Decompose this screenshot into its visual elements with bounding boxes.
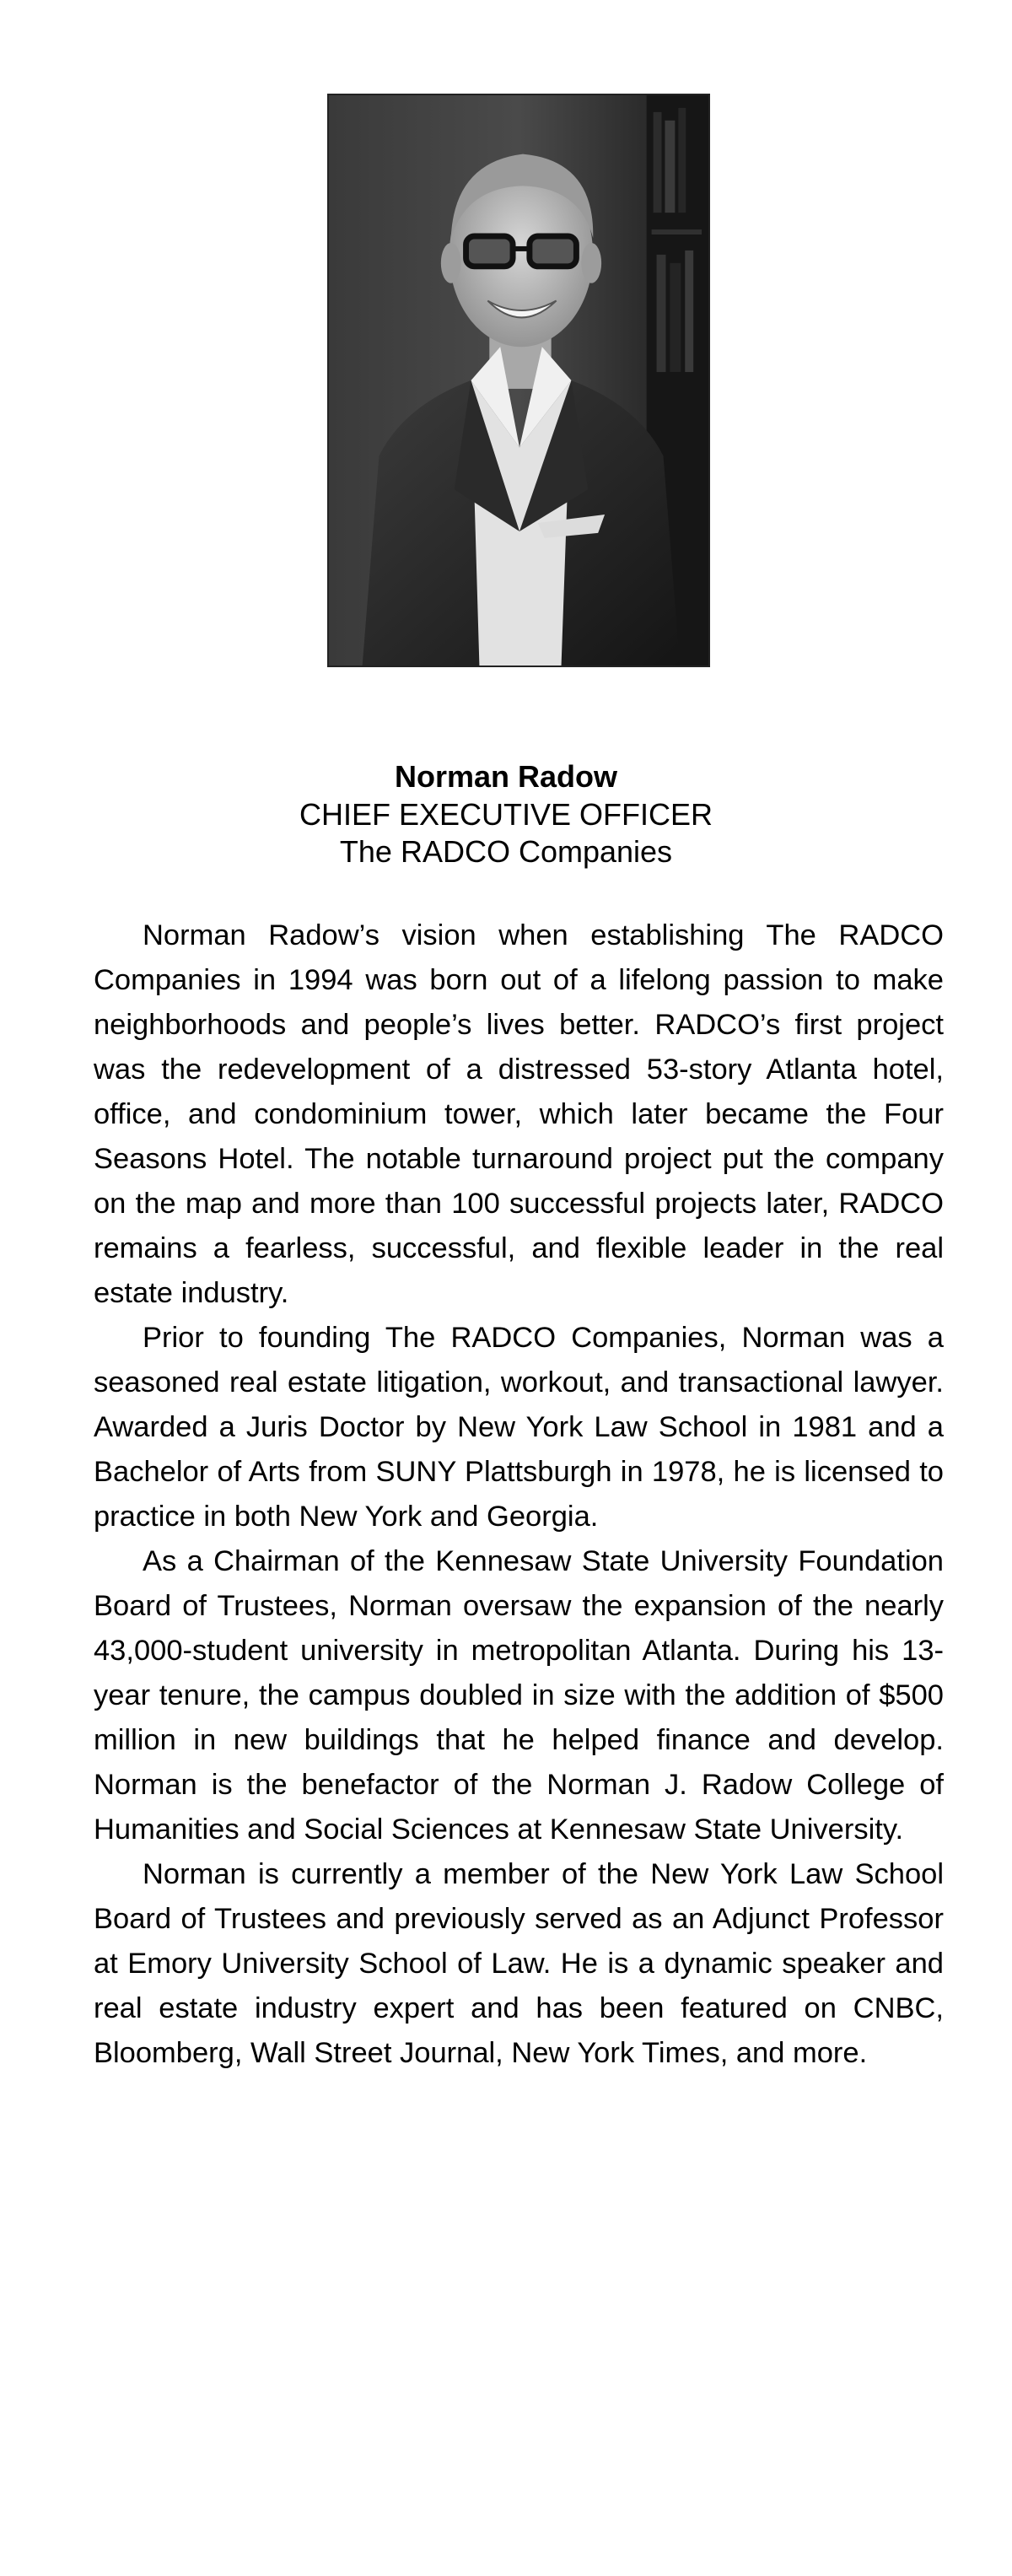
- biography: [94, 913, 944, 2076]
- bio-paragraph: As a Chairman of the Kennesaw State University Foundation Board of Trustees, Norman oversaw the expansion of the nearly 43,000-student university in metropolitan Atlanta. During his 13-year tenure, the campus doubled in size with the addition of $500 million in new buildings that he helped finance and develop. Norman is the benefactor of the Norman J. Radow College of Humanities and Social Sciences at Kennesaw State University.: [94, 1545, 944, 1846]
- bio-paragraph: Norman Radow’s vision when establishing The RADCO Companies in 1994 was born out of a lifelong passion to make neighborhoods and people’s lives better. RADCO’s first project was the redevelopment of a distressed 53-story Atlanta hotel, office, and condominium tower, which later became the Four Seasons Hotel. The notable turnaround project put the company on the map and more than 100 successful projects later, RADCO remains a fearless, successful, and flexible leader in the real estate industry.: [94, 919, 944, 1309]
- portrait-image: [329, 95, 708, 666]
- company-name: The RADCO Companies: [339, 834, 673, 869]
- person-title: CHIEF EXECUTIVE OFFICER: [299, 797, 713, 832]
- person-name: Norman Radow: [394, 759, 618, 794]
- profile-header: [0, 757, 1012, 870]
- portrait-photo: [327, 94, 710, 667]
- bio-paragraph: Prior to founding The RADCO Companies, Norman was a seasoned real estate litigation, workout, and transactional lawyer. Awarded a Juris Doctor by New York Law School in 1981 and a Bachelor of Arts from SUNY Plattsburgh in 1978, he is licensed to practice in both New York and Georgia.: [94, 1322, 944, 1533]
- bio-paragraph: Norman is currently a member of the New York Law School Board of Trustees and previously served as an Adjunct Professor at Emory University School of Law. He is a dynamic speaker and real estate industry expert and has been featured on CNBC, Bloomberg, Wall Street Journal, New York Times, and more.: [94, 1858, 944, 2069]
